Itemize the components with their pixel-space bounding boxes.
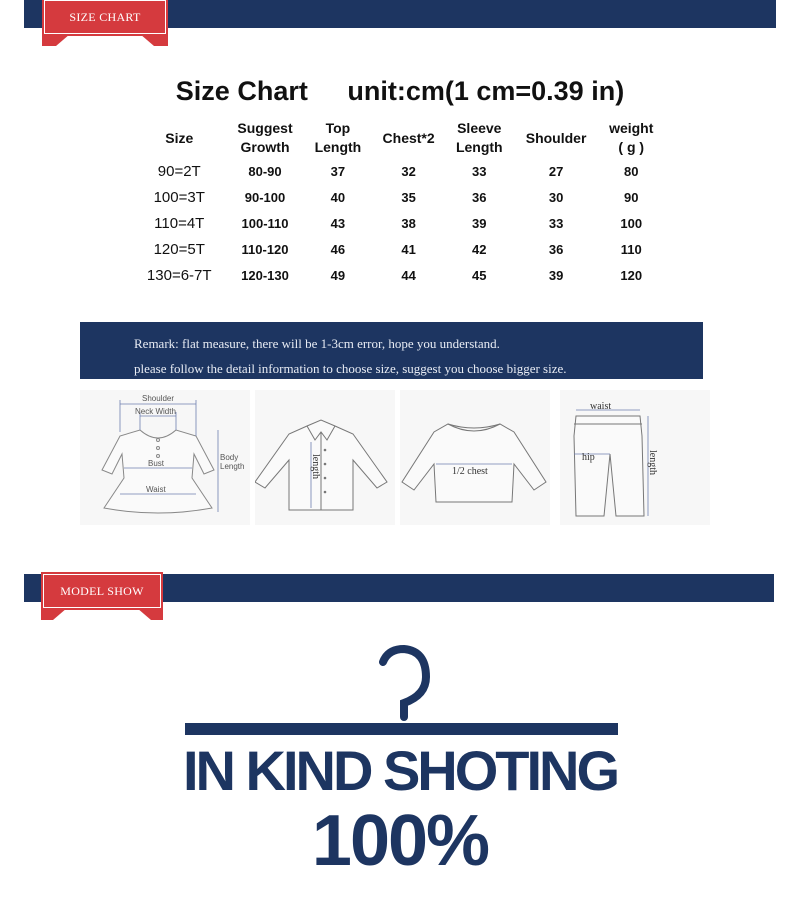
table-cell: 45 xyxy=(472,267,487,283)
size-chart-ribbon-tail xyxy=(40,34,170,48)
model-show-label: MODEL SHOW xyxy=(60,583,144,598)
table-row xyxy=(133,262,663,288)
size-table-header-4: Sleeve Length xyxy=(455,120,503,155)
size-chart-title-left: Size Chart xyxy=(175,76,308,106)
table-cell: 100 xyxy=(620,215,643,231)
table-cell: 37 xyxy=(330,163,346,179)
table-cell: 32 xyxy=(401,163,416,179)
table-cell: 110 xyxy=(620,241,642,257)
table-row xyxy=(133,236,663,262)
pants-diagram xyxy=(560,390,710,525)
remark-box xyxy=(80,322,703,379)
table-row xyxy=(133,210,663,236)
size-table-header-3: Chest*2 xyxy=(382,129,435,146)
size-table-header-row xyxy=(133,118,663,158)
table-cell: 120 xyxy=(620,267,643,283)
promo-line-1: IN KIND SHOTING xyxy=(182,739,618,802)
table-cell: 90=2T xyxy=(157,162,201,180)
table-cell: 39 xyxy=(548,267,564,283)
table-cell: 42 xyxy=(472,241,487,257)
dress-waist-label: Waist xyxy=(146,485,166,494)
remark-line-1: Remark: flat measure, there will be 1-3cm error, hope you understand. xyxy=(134,336,500,351)
table-cell: 35 xyxy=(401,189,416,205)
dress-shoulder-label: Shoulder xyxy=(142,394,175,403)
table-cell: 90 xyxy=(624,189,639,205)
table-cell: 80 xyxy=(624,163,639,179)
size-table-header-5: Shoulder xyxy=(525,129,587,146)
table-cell: 46 xyxy=(330,241,346,257)
size-table-header-2: Top Length xyxy=(314,120,362,155)
sweater-diagram xyxy=(400,390,550,525)
shirt-length-label: length xyxy=(310,454,321,479)
table-cell: 38 xyxy=(401,215,416,231)
table-cell: 27 xyxy=(548,163,564,179)
model-show-ribbon-tail xyxy=(39,608,165,622)
size-table xyxy=(133,118,663,288)
table-cell: 44 xyxy=(401,267,416,283)
size-table-header-1: Suggest Growth xyxy=(237,120,293,155)
table-row xyxy=(133,184,663,210)
promo-line-2: 100% xyxy=(311,801,489,881)
table-cell: 39 xyxy=(472,215,487,231)
table-cell: 41 xyxy=(401,241,416,257)
size-chart-label: SIZE CHART xyxy=(69,9,141,24)
table-row xyxy=(133,158,663,184)
size-chart-ribbon xyxy=(44,0,166,34)
table-cell: 33 xyxy=(472,163,487,179)
dress-body-label: Body xyxy=(220,453,239,462)
size-table-header-6: weight ( g ) xyxy=(609,120,654,155)
hanger-icon xyxy=(180,645,620,740)
table-cell: 120-130 xyxy=(241,267,289,283)
model-show-ribbon xyxy=(43,574,161,608)
table-cell: 49 xyxy=(330,267,346,283)
pants-waist-label: waist xyxy=(590,401,612,412)
table-cell: 36 xyxy=(472,189,487,205)
table-cell: 36 xyxy=(548,241,564,257)
table-cell: 30 xyxy=(548,189,564,205)
remark-line-2: please follow the detail information to choose size, suggest you choose bigger size. xyxy=(134,361,567,376)
size-chart-title-unit: unit:cm(1 cm=0.39 in) xyxy=(347,76,625,106)
size-chart-title xyxy=(0,76,800,107)
table-cell: 100-110 xyxy=(241,215,289,231)
table-cell: 110=4T xyxy=(154,214,205,232)
size-table-header-0: Size xyxy=(165,129,194,146)
dress-diagram xyxy=(80,390,250,525)
dress-neck-label: Neck Width xyxy=(135,407,176,416)
table-cell: 110-120 xyxy=(241,241,289,257)
dress-bust-label: Bust xyxy=(148,459,165,468)
pants-hip-label: hip xyxy=(582,452,595,463)
table-cell: 43 xyxy=(330,215,346,231)
pants-length-label: length xyxy=(647,450,658,475)
table-cell: 100=3T xyxy=(153,188,205,206)
dress-length-label: Length xyxy=(220,462,245,471)
sweater-chest-label: 1/2 chest xyxy=(452,466,488,477)
table-cell: 80-90 xyxy=(248,163,282,179)
size-table-body xyxy=(133,158,663,288)
table-cell: 120=5T xyxy=(153,240,205,258)
shirt-diagram xyxy=(255,390,395,525)
table-cell: 130=6-7T xyxy=(146,266,212,284)
table-cell: 40 xyxy=(330,189,346,205)
table-cell: 90-100 xyxy=(244,189,286,205)
table-cell: 33 xyxy=(548,215,564,231)
